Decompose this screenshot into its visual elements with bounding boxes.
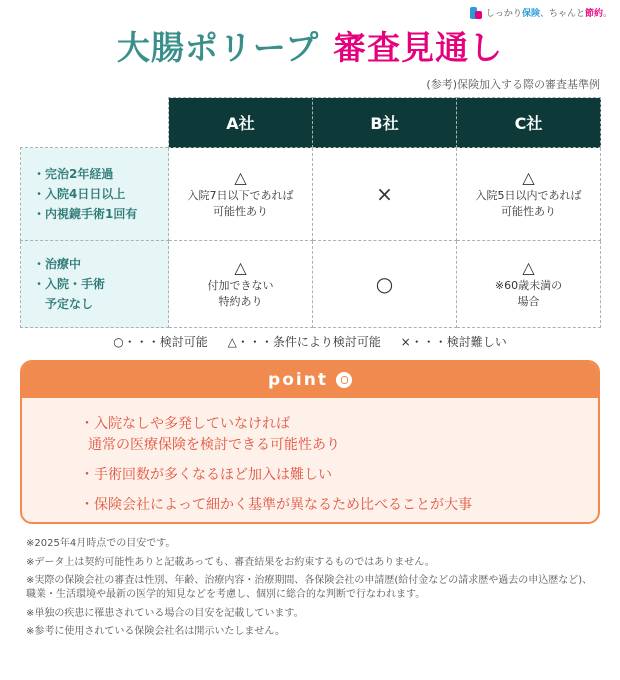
point-item-line: ・入院なしや多発していなければ — [80, 416, 290, 432]
legend-possible: ○・・・検討可能 — [113, 335, 208, 349]
result-note: 入院7日以下であれば — [187, 189, 294, 202]
result-cell — [169, 241, 313, 328]
result-cell — [457, 148, 601, 241]
brand-logo — [470, 6, 612, 19]
footnote: ※データ上は契約可能性ありと記載あっても、審査結果をお約束するものではありません。 — [26, 556, 435, 568]
point-item — [80, 465, 598, 486]
condition-cell — [21, 241, 169, 328]
point-item — [80, 495, 598, 516]
result-note: 可能性あり — [501, 205, 556, 218]
circle-icon: ○ — [375, 272, 394, 296]
point-item — [80, 414, 598, 456]
condition-line: ・入院4日日以上 — [33, 187, 126, 201]
logo-icon — [470, 7, 482, 19]
result-note: 入院5日以内であれば — [475, 189, 582, 202]
page-title — [0, 22, 620, 69]
result-note: ※60歳未満の — [494, 279, 563, 292]
point-list — [22, 398, 598, 516]
point-item-line: ・保険会社によって細かく基準が異なるため比べることが大事 — [80, 497, 472, 513]
table-corner — [21, 98, 169, 148]
result-note: 場合 — [517, 295, 540, 308]
condition-line: ・入院・手術 — [33, 277, 106, 291]
result-cell — [313, 241, 457, 328]
result-note: 可能性あり — [213, 205, 268, 218]
legend-conditional: △・・・条件により検討可能 — [227, 335, 381, 349]
footnote: ※実際の保険会社の審査は性別、年齢、治療内容・治療期間、各保険会社の申請歴(給付金などの請求歴や過去の申込歴など)、職業・生活環境や最新の医学的知見などを考慮し、個別に総合的な判断で行なわれます。 — [26, 575, 593, 600]
footnote: ※参考に使用されている保険会社名は開示いたしません。 — [26, 626, 285, 637]
title-outlook: 審査見通し — [333, 28, 504, 67]
lightbulb-icon — [336, 372, 352, 388]
cross-icon: × — [376, 182, 393, 206]
point-item-line: ・手術回数が多くなるほど加入は難しい — [80, 467, 332, 483]
footnote: ※2025年4月時点での目安です。 — [26, 538, 176, 549]
title-disease: 大腸ポリープ — [116, 28, 320, 67]
condition-line: 予定なし — [33, 297, 94, 311]
header-company-c: C社 — [457, 98, 601, 148]
point-box — [20, 360, 600, 524]
condition-line: ・完治2年経過 — [33, 167, 114, 181]
footnotes — [26, 537, 596, 644]
result-cell — [169, 148, 313, 241]
condition-cell — [21, 148, 169, 241]
result-cell — [457, 241, 601, 328]
point-header — [22, 362, 598, 398]
result-cell — [313, 148, 457, 241]
condition-line: ・治療中 — [33, 257, 82, 271]
legend-difficult: ×・・・検討難しい — [400, 335, 507, 349]
table-row — [21, 148, 601, 241]
comparison-table — [20, 97, 601, 328]
point-item-line: 通常の医療保険を検討できる可能性あり — [88, 437, 340, 453]
header-company-a: A社 — [169, 98, 313, 148]
reference-note: (参考)保険加入する際の審査基準例 — [426, 78, 600, 91]
triangle-icon: △ — [234, 258, 247, 277]
symbol-legend — [0, 333, 620, 350]
triangle-icon: △ — [522, 168, 535, 187]
triangle-icon: △ — [234, 168, 247, 187]
header-company-b: B社 — [313, 98, 457, 148]
point-title: point — [268, 370, 328, 390]
logo-text: しっかり保険、ちゃんと節約。 — [485, 9, 612, 19]
triangle-icon: △ — [522, 258, 535, 277]
result-note: 付加できない — [207, 279, 274, 292]
table-row — [21, 241, 601, 328]
footnote: ※単独の疾患に罹患されている場合の目安を記載しています。 — [26, 607, 304, 619]
condition-line: ・内視鏡手術1回有 — [33, 207, 138, 221]
result-note: 特約あり — [218, 295, 263, 308]
